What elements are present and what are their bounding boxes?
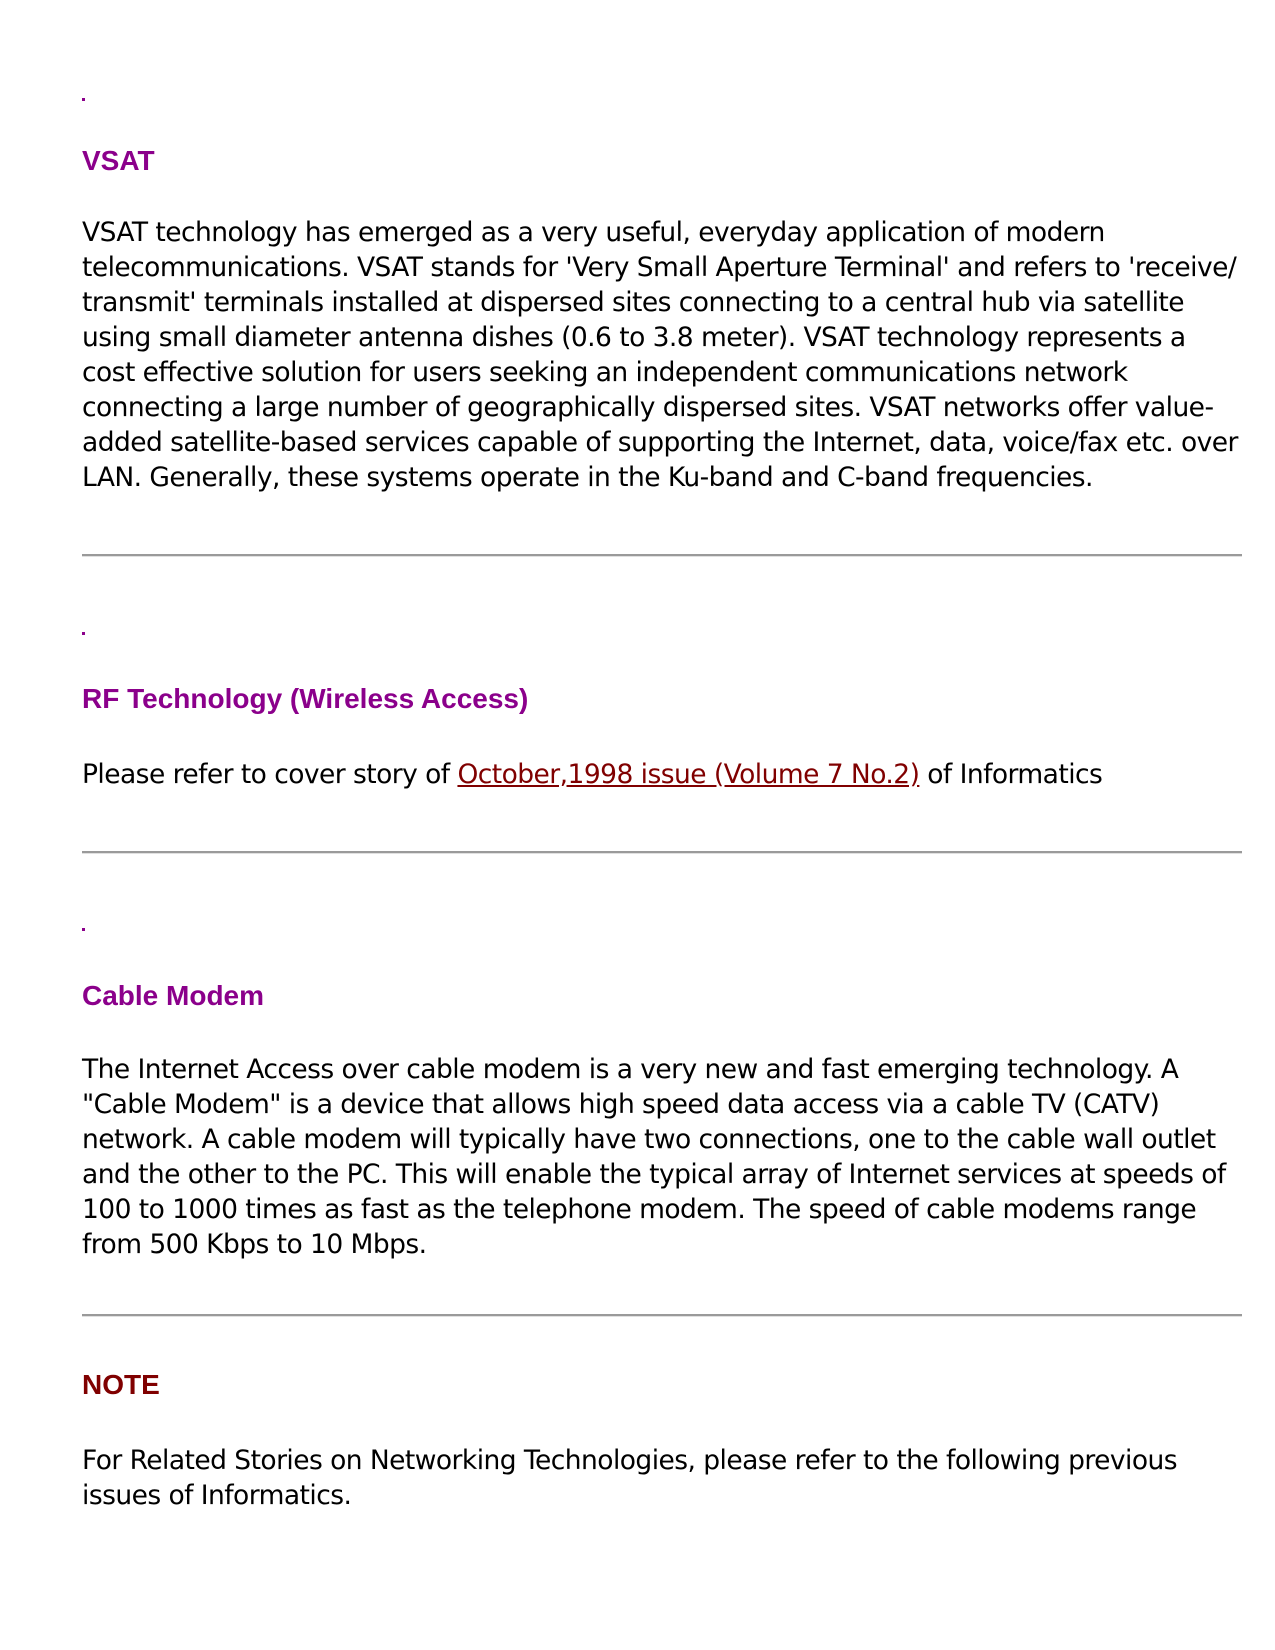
october-1998-issue-link[interactable]: October,1998 issue (Volume 7 No.2) — [457, 759, 920, 790]
rf-heading: RF Technology (Wireless Access) — [82, 683, 529, 714]
rf-text-before: Please refer to cover story of — [82, 759, 458, 790]
cable-modem-heading: Cable Modem — [82, 980, 265, 1011]
rf-paragraph — [82, 757, 1242, 792]
horizontal-rule — [82, 851, 1242, 854]
cable-modem-paragraph: The Internet Access over cable modem is a very new and fast emerging technology. A "Cable Modem" is a device that allows high speed data access via a cable TV (CATV) network. A cable modem will typically have two connections, one to the cable wall outlet and the other to the PC. This will enable the typical array of Internet services at speeds of 100 to 1000 times as fast as the telephone modem. The speed of cable modems range from 500 Kbps to 10 Mbps. — [82, 1054, 1226, 1260]
note-paragraph: For Related Stories on Networking Technologies, please refer to the following previous issues of Informatics. — [82, 1445, 1177, 1511]
section-anchor-dot — [82, 928, 85, 931]
vsat-paragraph: VSAT technology has emerged as a very useful, everyday application of modern telecommunications. VSAT stands for 'Very Small Aperture Terminal' and refers to 'receive/ transmit' terminals installed at dispersed sites connecting to a central hub via satellite using small diameter antenna dishes (0.6 to 3.8 meter). VSAT technology represents a cost effective solution for users seeking an independent communications network connecting a large number of geographically dispersed sites. VSAT networks offer value-added satellite-based services capable of supporting the Internet, data, voice/fax etc. over LAN. Generally, these systems operate in the Ku-band and C-band frequencies. — [82, 217, 1238, 493]
horizontal-rule — [82, 554, 1242, 557]
note-heading: NOTE — [82, 1369, 160, 1400]
rf-text-after: of Informatics — [919, 759, 1103, 790]
section-anchor-dot — [82, 98, 85, 101]
section-anchor-dot — [82, 632, 85, 635]
horizontal-rule — [82, 1314, 1242, 1317]
vsat-heading: VSAT — [82, 145, 155, 176]
